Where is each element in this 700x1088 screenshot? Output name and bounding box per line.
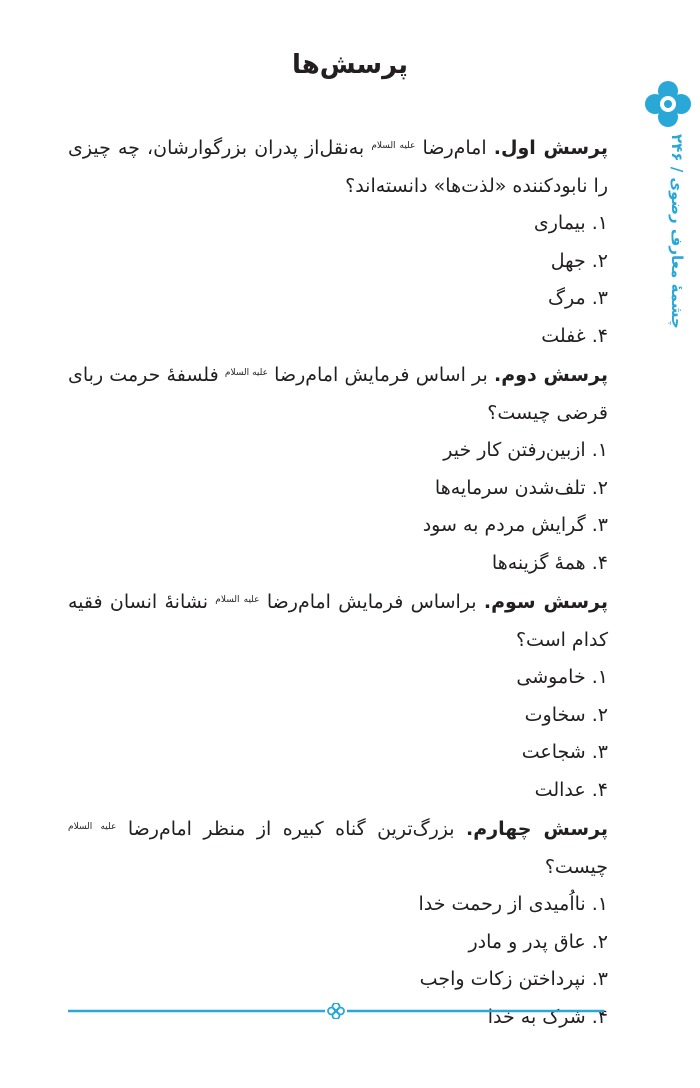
question-text-start: بزرگ‌ترین گناه کبیره از منظر امام‌رضا [127, 818, 455, 840]
honorific-icon: عليه السلام [371, 141, 416, 151]
question-text-end: نشانهٔ انسان فقیه کدام است؟ [68, 591, 608, 651]
questions-content [68, 128, 608, 1036]
question-3 [68, 582, 608, 659]
page-title: پرسش‌ها [291, 50, 409, 80]
option: ۱. نااُمیدی از رحمت خدا [418, 893, 608, 915]
option: ۲. عاق پدر و مادر [468, 930, 608, 953]
option: ۳. نپرداختن زکات واجب [419, 968, 608, 990]
option: ۲. جهل [550, 249, 608, 272]
option: ۳. گرایش مردم به سود [422, 514, 608, 536]
question-label: پرسش سوم. [483, 591, 608, 613]
question-1 [68, 128, 608, 205]
option: ۱. ازبین‌رفتن کار خیر [443, 439, 608, 461]
question-text-start: امام‌رضا [422, 137, 487, 159]
option: ۴. عدالت [534, 778, 608, 801]
option: ۲. سخاوت [524, 703, 608, 726]
option: ۳. مرگ [548, 287, 608, 309]
option: ۱. خاموشی [516, 666, 608, 688]
option: ۴. همهٔ گزینه‌ها [491, 551, 608, 574]
option: ۲. تلف‌شدن سرمایه‌ها [434, 476, 608, 499]
question-label: پرسش اول. [493, 137, 608, 159]
question-text-start: بر اساس فرمایش امام‌رضا [274, 364, 488, 386]
question-text-start: براساس فرمایش امام‌رضا [266, 591, 477, 613]
honorific-icon: عليه السلام [224, 368, 268, 378]
question-label: پرسش چهارم. [466, 818, 609, 840]
option: ۴. شرک به خدا [487, 1005, 608, 1028]
footer-divider [68, 1003, 604, 1019]
question-label: پرسش دوم. [494, 364, 608, 386]
question-4 [68, 809, 608, 886]
question-text-end: به‌نقل‌از پدران بزرگوارشان، چه چیزی را نابودکننده «لذت‌ها» دانسته‌اند؟ [68, 137, 608, 197]
honorific-icon: عليه السلام [215, 595, 260, 605]
option: ۴. غفلت [541, 324, 608, 347]
side-header [636, 80, 700, 329]
honorific-icon: عليه السلام [68, 822, 117, 832]
flower-ornament-icon [644, 80, 692, 128]
question-text-end: فلسفهٔ حرمت ربای قرضی چیست؟ [68, 364, 608, 424]
question-2 [68, 355, 608, 432]
option: ۱. بیماری [533, 212, 608, 234]
option: ۳. شجاعت [521, 741, 608, 763]
question-text-end: چیست؟ [544, 855, 608, 878]
book-title-page-number: چشمهٔ معارف رضوی / ۲۴۶ [668, 134, 686, 329]
